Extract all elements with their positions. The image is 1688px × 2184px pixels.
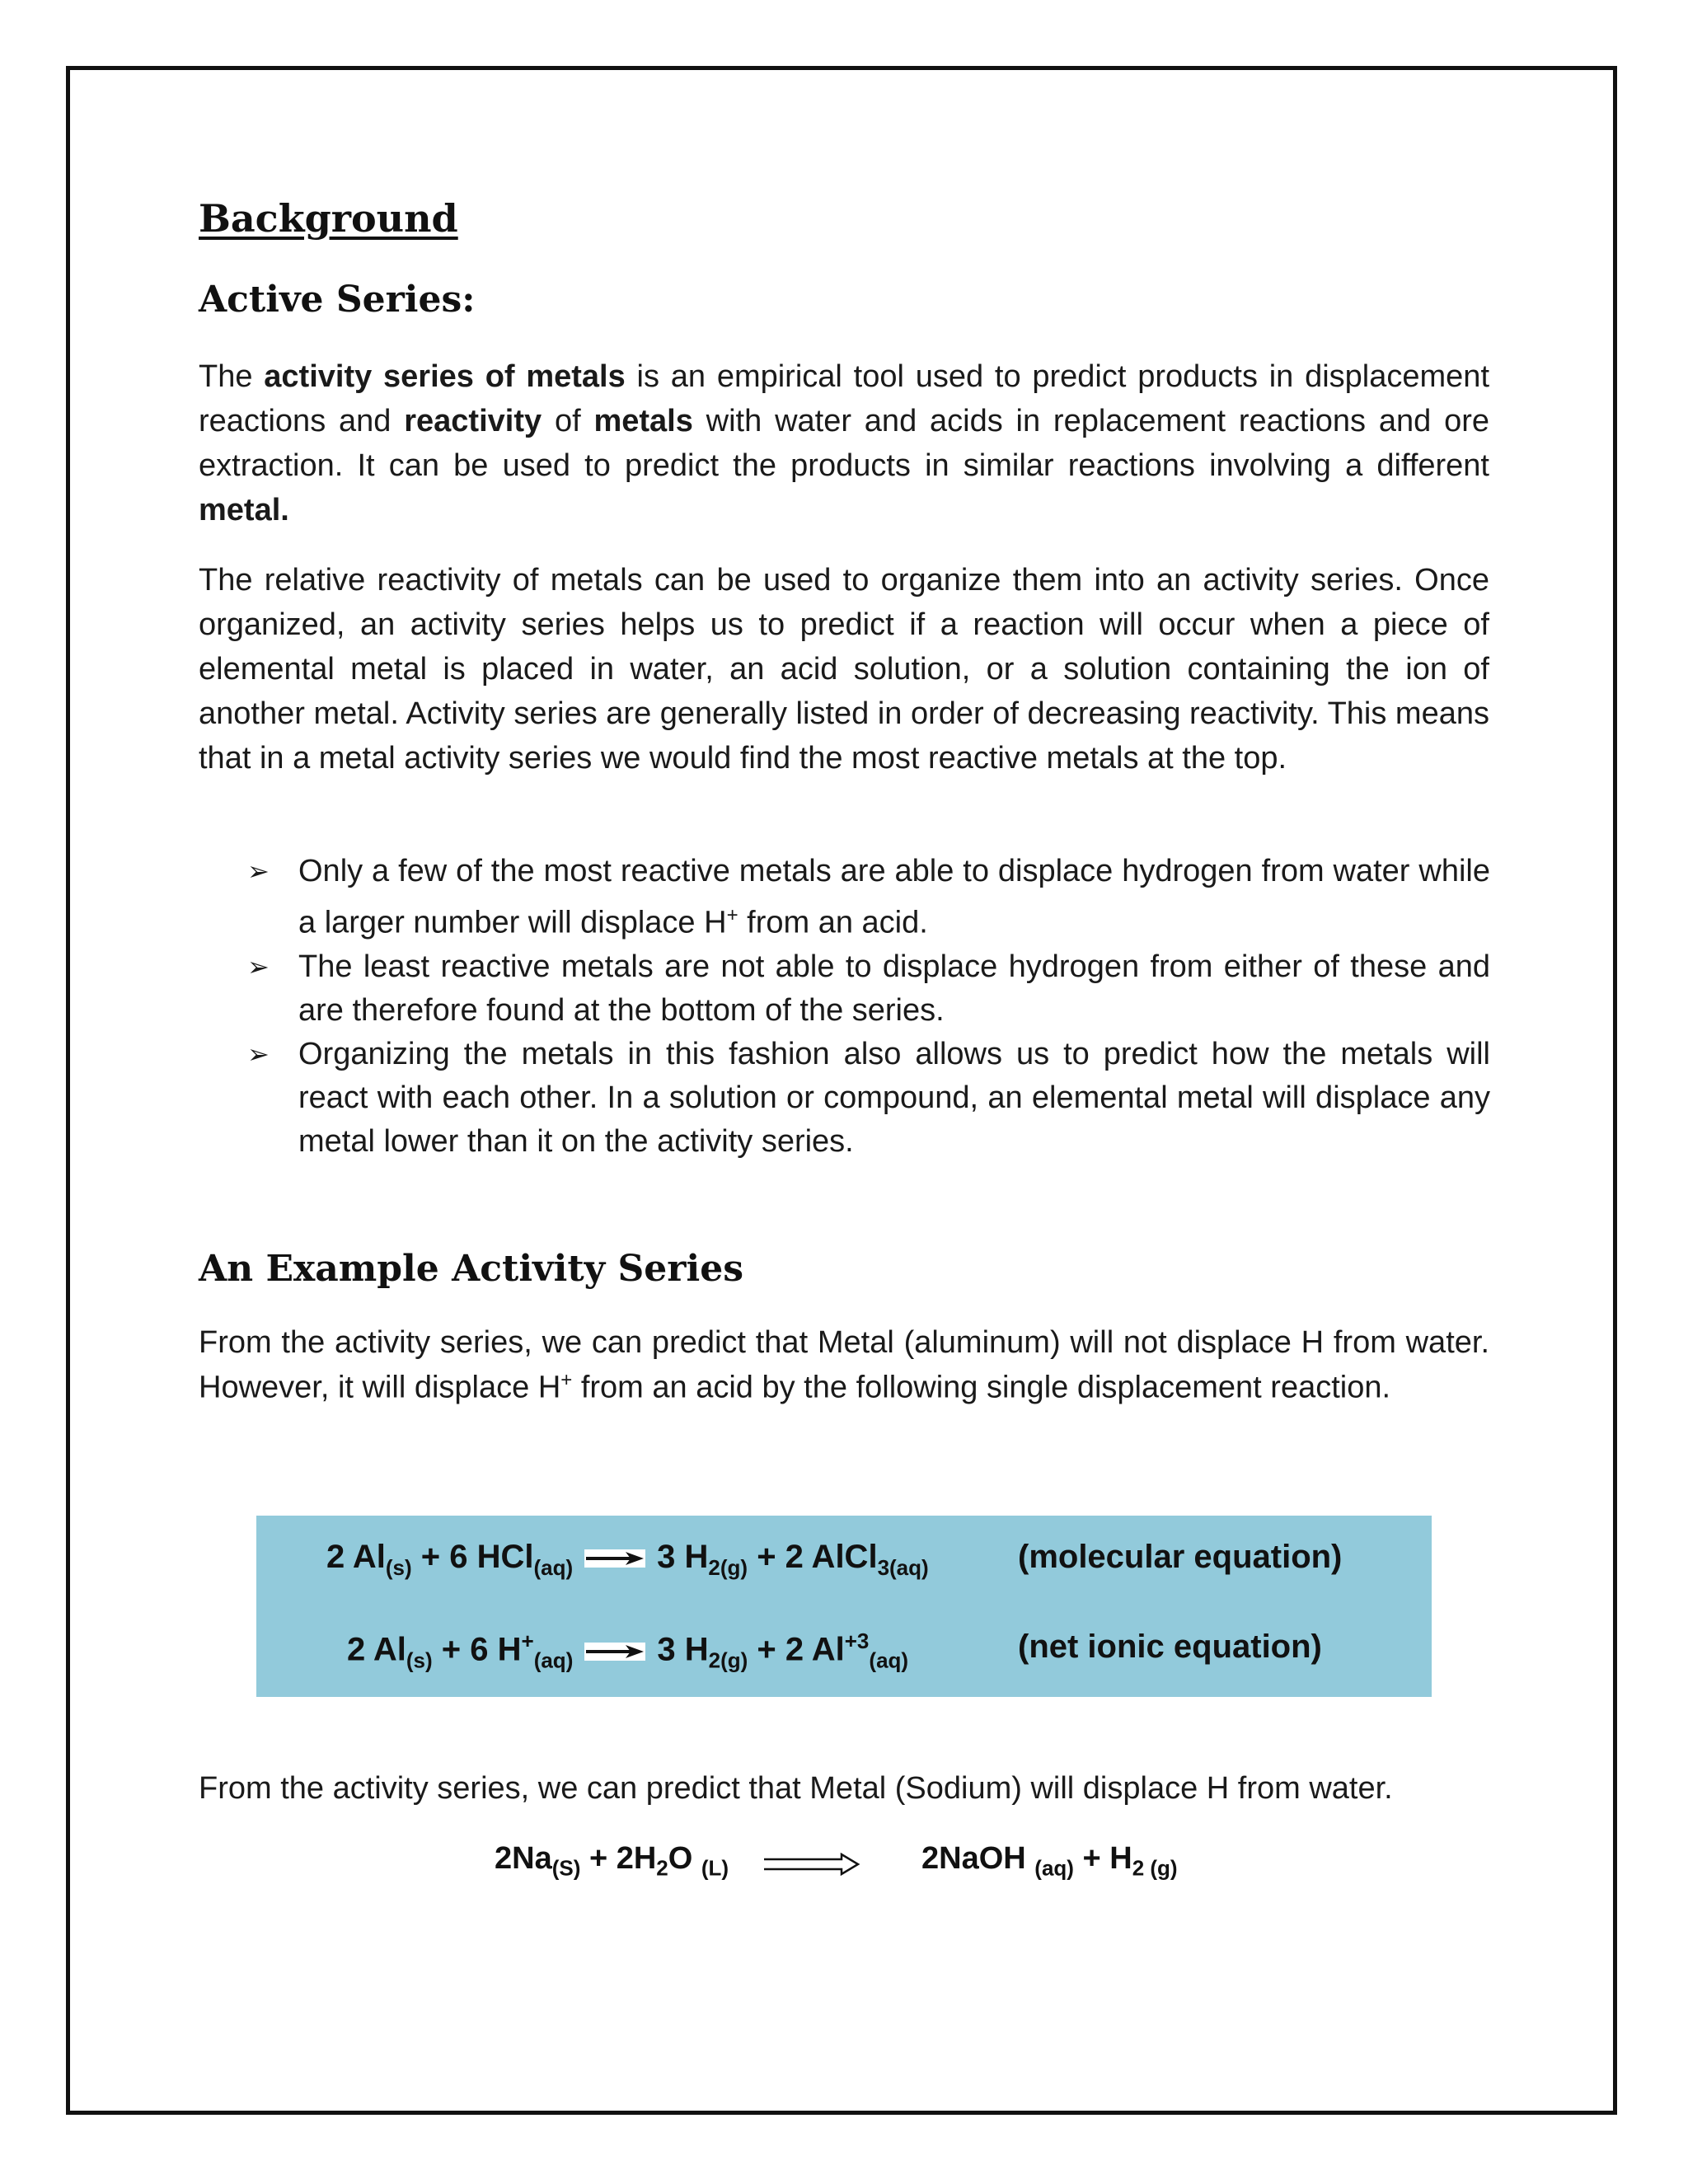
list-item: ➢ Only a few of the most reactive metals are able to displace hydrogen from water while a larger number will displace H+ from an acid. xyxy=(247,850,1490,945)
sodium-equation-products: 2NaOH $_{(aq)} + H_{2 (g)}$ xyxy=(921,1841,1178,1881)
equation-box xyxy=(256,1516,1432,1697)
list-item: ➢ Organizing the metals in this fashion also allows us to predict how the metals will react with each other. In a solution or compound, an elemental metal will displace any metal lower than it on the activity series. xyxy=(247,1033,1490,1164)
hollow-arrow-icon xyxy=(762,1853,861,1876)
paragraph-activity-series-definition: The activity series of metals is an empirical tool used to predict products in displacement reactions and reactivity of metals with water and acids in replacement reactions and ore extraction. It can be used to predict the products in similar reactions involving a different metal. xyxy=(199,359,1490,527)
arrow-bullet-icon: ➢ xyxy=(247,1038,270,1069)
sodium-equation-reactants: $2Na_{(S)} + 2H_2O$ $_{(L)}$ xyxy=(495,1841,729,1881)
paragraph-relative-reactivity: The relative reactivity of metals can be used to organize them into an activity series. Once organized, an activity series helps us to predict if a reaction will occur when a piece of elemental metal is placed in water, an acid solution, or a solution containing the ion of another metal. Activity series are generally listed in order of decreasing reactivity. This means that in a metal activity series we would find the most reactive metals at the top. xyxy=(199,563,1489,776)
arrow-bullet-icon: ➢ xyxy=(247,951,270,982)
heading-example-activity-series: An Example Activity Series xyxy=(199,1248,743,1290)
paragraph-aluminum-prediction: From the activity series, we can predict that Metal (aluminum) will not displace H from water. However, it will displace H+ from an acid by the following single displacement reaction. xyxy=(199,1325,1489,1405)
heading-active-series: Active Series: xyxy=(199,279,476,321)
reaction-arrow-icon xyxy=(584,1643,645,1661)
heading-background: Background xyxy=(199,196,458,241)
net-ionic-equation-label: (net ionic equation) xyxy=(1018,1629,1322,1665)
reaction-arrow-icon xyxy=(584,1549,645,1568)
molecular-equation: 2 $Al_{(s)} + 6$ HCl$_{(aq)}$ 3 $H_{2(g)} + 2$ AlCl$_{3(aq)}$ xyxy=(326,1539,929,1580)
molecular-equation-label: (molecular equation) xyxy=(1018,1539,1343,1575)
list-item: ➢ The least reactive metals are not able to displace hydrogen from either of these and are therefore found at the bottom of the series. xyxy=(247,945,1490,1033)
bullet-list xyxy=(247,850,1490,1164)
arrow-bullet-icon: ➢ xyxy=(247,856,270,886)
net-ionic-equation: 2 $Al_{(s)} + 6$ $H^+_{(aq)}$ 3 $H_{2(g)} + 2$ $Al^{+3}_{(aq)}$ xyxy=(347,1629,909,1673)
paragraph-sodium-prediction: From the activity series, we can predict that Metal (Sodium) will displace H from water. xyxy=(199,1771,1393,1806)
